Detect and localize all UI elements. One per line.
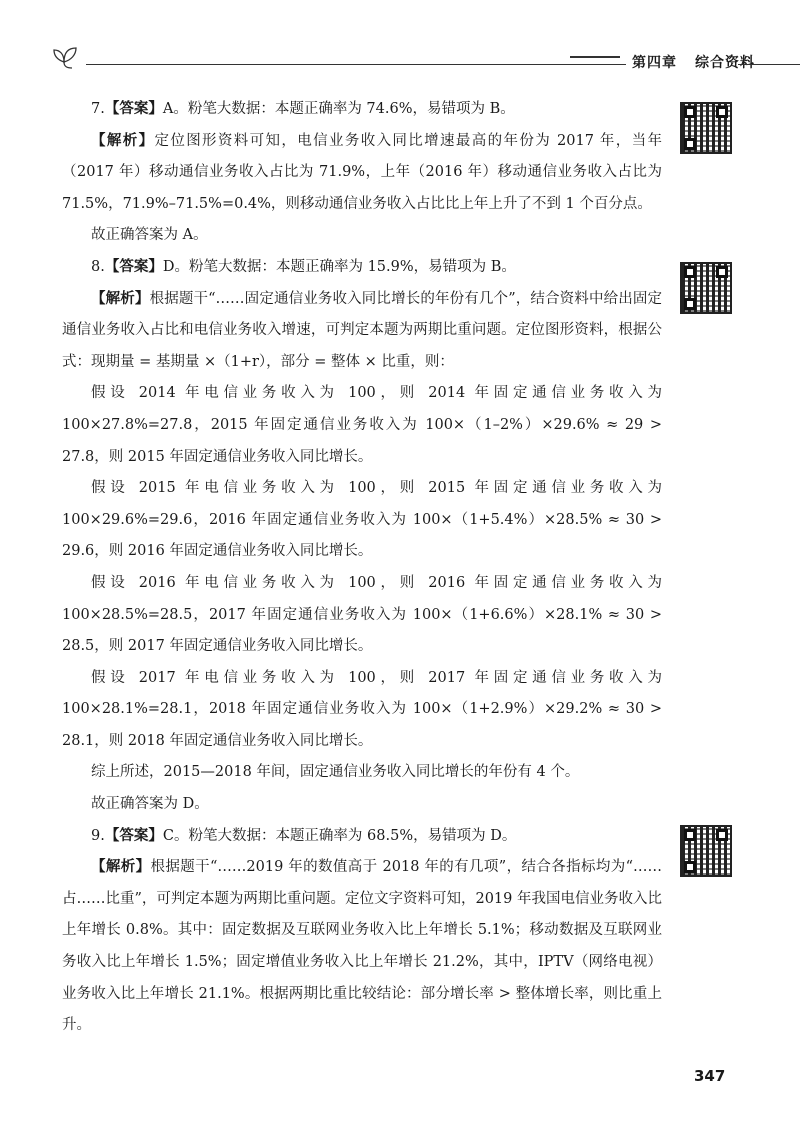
q9-number: 9.	[91, 827, 105, 844]
chapter-number: 第四章	[632, 55, 677, 71]
answer-tag: 【答案】	[104, 258, 163, 275]
qr-code-icon[interactable]	[680, 825, 732, 877]
q8-calc-2015: 假设 2015 年电信业务收入为 100，则 2015 年固定通信业务收入为 100×29.6%=29.6，2016 年固定通信业务收入为 100×（1+5.4%）×28.5% ≈ 30 > 29.6，则 2016 年固定通信业务收入同比增长。	[62, 480, 662, 560]
q7-answer-text: A。粉笔大数据：本题正确率为 74.6%，易错项为 B。	[162, 101, 515, 117]
leaf-icon	[50, 40, 90, 70]
q8-calc-2014: 假设 2014 年电信业务收入为 100，则 2014 年固定通信业务收入为 100×27.8%=27.8，2015 年固定通信业务收入为 100×（1–2%）×29.6% ≈ 29 > 27.8，则 2015 年固定通信业务收入同比增长。	[62, 385, 662, 465]
q8-conclusion: 故正确答案为 D。	[91, 796, 209, 813]
q9-analysis-text: 根据题干“……2019 年的数值高于 2018 年的有几项”，结合各指标均为“……占……比重”，可判定本题为两期比重问题。定位文字资料可知，2019 年我国电信业务收入比上年增长 0.8%。其中：固定数据及互联网业务收入比上年增长 5.1%；移动数据及互联网业务收入比上年增长 1.5%；固定增值业务收入比上年增长 21.2%，其中，IPTV（网络电视）业务收入比上年增长 21.1%。根据两期比重比较结论：部分增长率 > 整体增长率，则比重上升。	[62, 859, 662, 1034]
q7-number: 7.	[91, 101, 105, 117]
qr-code-icon[interactable]	[680, 102, 732, 154]
q7-analysis-text: 定位图形资料可知，电信业务收入同比增速最高的年份为 2017 年，当年（2017 年）移动通信业务收入占比为 71.9%，上年（2016 年）移动通信业务收入占比为 71.5%，71.9%–71.5%=0.4%，则移动通信业务收入占比比上年上升了不到 1 个百分点。	[62, 132, 663, 212]
q7-conclusion: 故正确答案为 A。	[91, 227, 208, 244]
q8-analysis-text: 根据题干“……固定通信业务收入同比增长的年份有几个”，结合资料中给出固定通信业务收入占比和电信业务收入增速，可判定本题为两期比重问题。定位图形资料，根据公式：现期量 = 基期量 ×（1+r），部分 = 整体 × 比重，则：	[62, 290, 662, 370]
q8-summary: 综上所述，2015—2018 年间，固定通信业务收入同比增长的年份有 4 个。	[91, 764, 580, 781]
q8-calc-2016: 假设 2016 年电信业务收入为 100，则 2016 年固定通信业务收入为 100×28.5%=28.5，2017 年固定通信业务收入为 100×（1+6.6%）×28.1% ≈ 30 > 28.5，则 2017 年固定通信业务收入同比增长。	[62, 574, 662, 655]
q8-analysis	[62, 284, 662, 379]
answer-tag: 【答案】	[104, 101, 163, 117]
q9-answer-text: C。粉笔大数据：本题正确率为 68.5%，易错项为 D。	[162, 827, 517, 844]
q8-calc-2017: 假设 2017 年电信业务收入为 100，则 2017 年固定通信业务收入为 100×28.1%=28.1，2018 年固定通信业务收入为 100×（1+2.9%）×29.2% ≈ 30 > 28.1，则 2018 年固定通信业务收入同比增长。	[62, 669, 662, 749]
q7-answer	[62, 94, 662, 126]
header-rule-right	[738, 64, 800, 65]
header-rule-left	[86, 64, 626, 65]
page-content	[62, 94, 662, 1042]
analysis-tag: 【解析】	[91, 859, 151, 876]
qr-code-icon[interactable]	[680, 262, 732, 314]
q9-analysis	[62, 852, 662, 1042]
header-rule-accent	[570, 56, 620, 58]
chapter-heading	[632, 52, 755, 72]
analysis-tag: 【解析】	[91, 132, 155, 149]
chapter-title: 综合资料	[695, 55, 755, 71]
q9-answer	[62, 821, 662, 853]
q8-number: 8.	[91, 258, 105, 275]
q7-analysis	[62, 126, 662, 221]
page-number: 347	[694, 1067, 726, 1085]
analysis-tag: 【解析】	[91, 290, 150, 307]
q8-answer	[62, 252, 662, 284]
page-header	[50, 40, 800, 70]
q8-answer-text: D。粉笔大数据：本题正确率为 15.9%，易错项为 B。	[162, 258, 516, 275]
answer-tag: 【答案】	[104, 827, 163, 844]
